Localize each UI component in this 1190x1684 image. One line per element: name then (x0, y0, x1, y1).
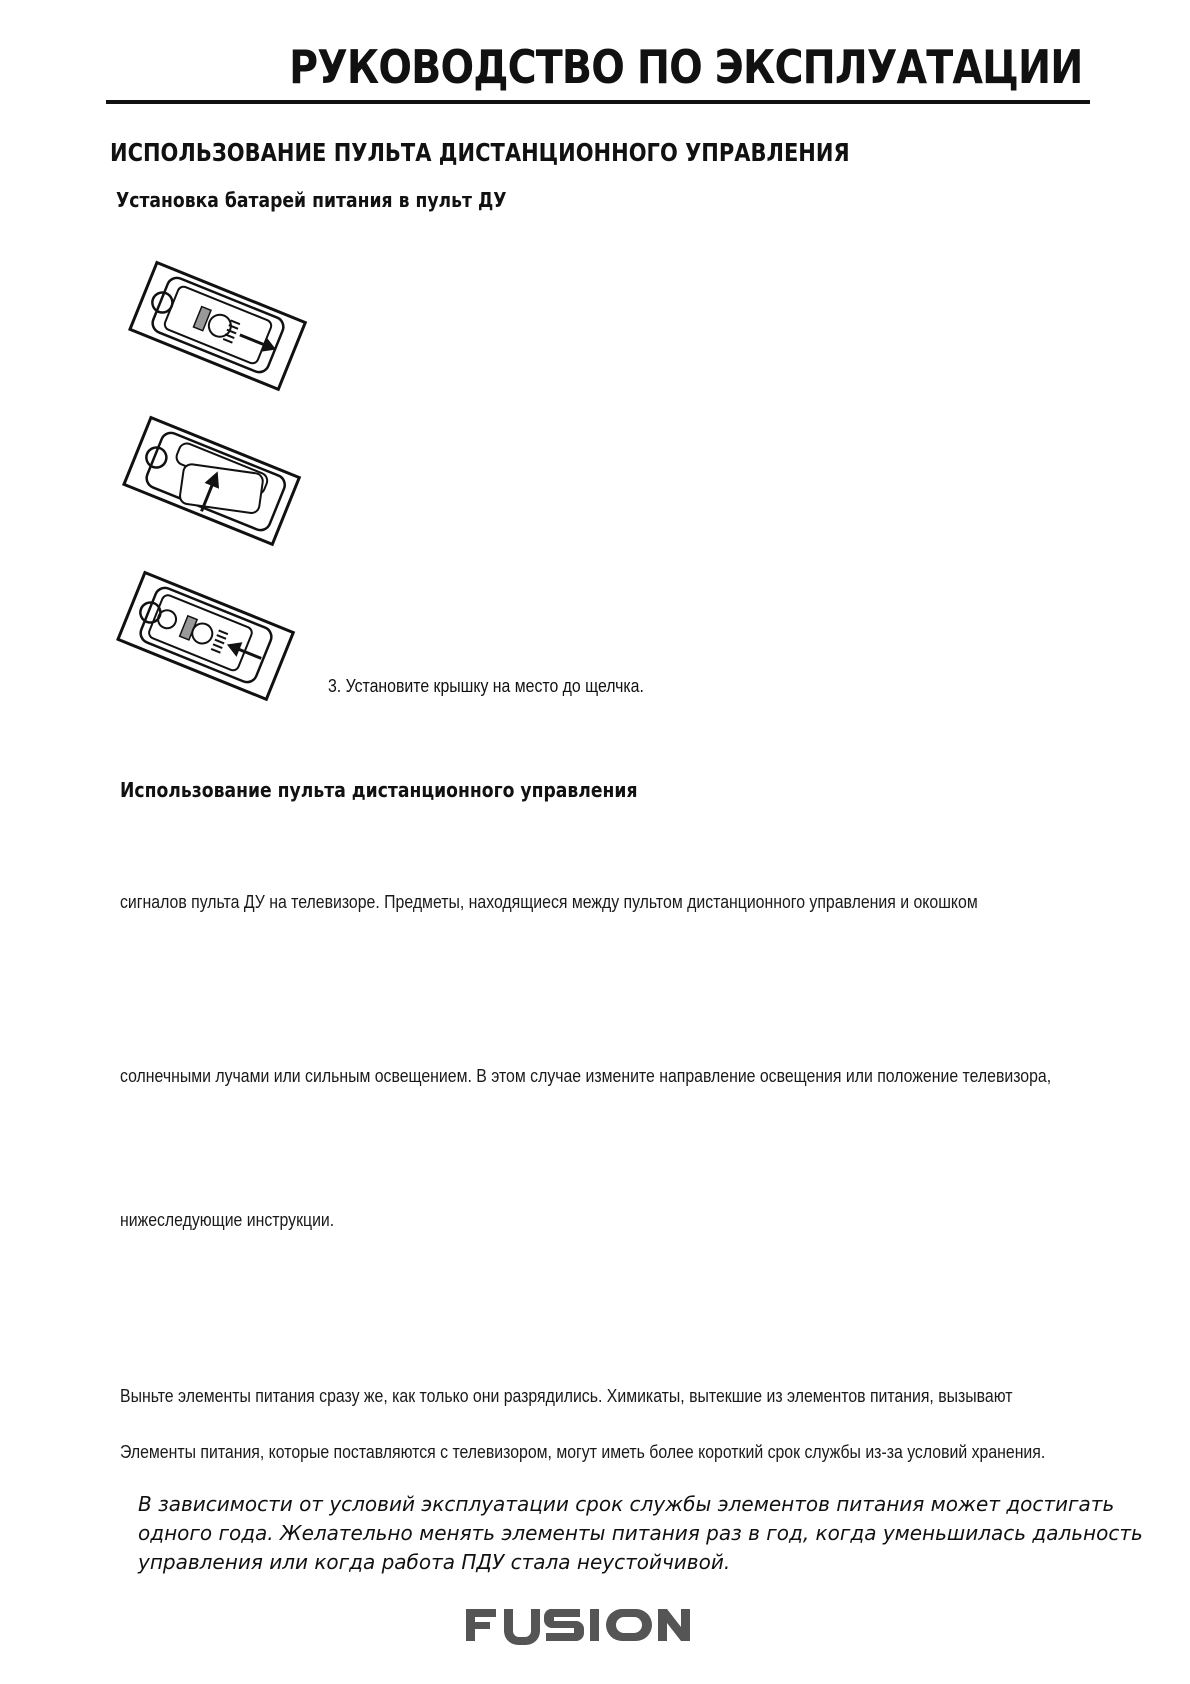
body-line: Элементы питания, которые поставляются с телевизором, могут иметь более короткий срок службы из-за условий хранения. (120, 1442, 1046, 1462)
battery-insert-icon (122, 405, 302, 555)
battery-install-heading: Установка батарей питания в пульт ДУ (116, 188, 507, 212)
section-heading: ИСПОЛЬЗОВАНИЕ ПУЛЬТА ДИСТАНЦИОННОГО УПРАВЛЕНИЯ (110, 138, 850, 167)
body-line: сигналов пульта ДУ на телевизоре. Предметы, находящиеся между пультом дистанционного управления и окошком (120, 892, 978, 912)
header-divider (106, 100, 1090, 104)
step3-caption: 3. Установите крышку на место до щелчка. (328, 676, 644, 696)
remote-cover-open-icon (128, 250, 308, 400)
battery-life-note (138, 1490, 1143, 1577)
note-line: В зависимости от условий эксплуатации срок службы элементов питания может достигать (138, 1492, 1115, 1516)
remote-cover-close-icon (116, 560, 296, 710)
usage-heading: Использование пульта дистанционного управления (120, 778, 638, 802)
body-line: солнечными лучами или сильным освещением. В этом случае измените направление освещения или положение телевизора, (120, 1066, 1052, 1086)
note-line: управления или когда работа ПДУ стала неустойчивой. (138, 1550, 731, 1574)
note-line: одного года. Желательно менять элементы питания раз в год, когда уменьшилась дальность (138, 1521, 1143, 1545)
page-title: РУКОВОДСТВО ПО ЭКСПЛУАТАЦИИ (288, 40, 1082, 94)
body-line: нижеследующие инструкции. (120, 1210, 335, 1230)
body-line: Выньте элементы питания сразу же, как только они разрядились. Химикаты, вытекшие из элементов питания, вызывают (120, 1386, 1013, 1406)
fusion-logo (466, 1605, 690, 1645)
